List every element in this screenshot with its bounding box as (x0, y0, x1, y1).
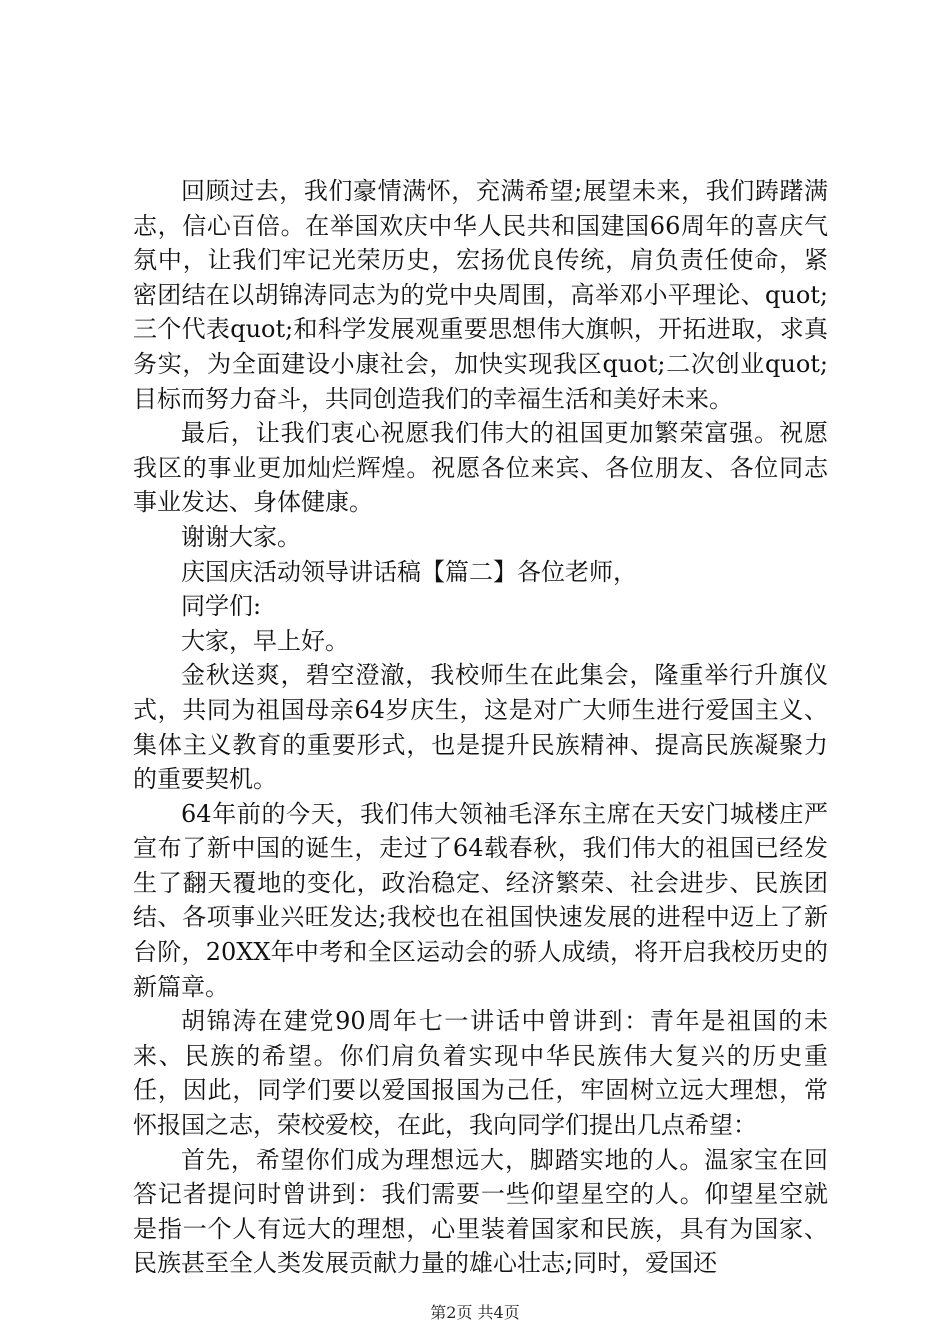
paragraph: 回顾过去，我们豪情满怀，充满希望;展望未来，我们踌躇满志，信心百倍。在举国欢庆中华人民共和国建国66周年的喜庆气氛中，让我们牢记光荣历史，宏扬优良传统，肩负责任使命，紧密团结在以胡锦涛同志为的党中央周围，高举邓小平理论、quot;三个代表quot;和科学发展观重要思想伟大旗帜，开拓进取，求真务实，为全面建设小康社会，加快实现我区quot;二次创业quot;目标而努力奋斗，共同创造我们的幸福生活和美好未来。 (133, 177, 828, 413)
paragraph: 谢谢大家。 (181, 522, 301, 551)
page-number-footer: 第2页 共4页 (430, 1303, 520, 1322)
paragraph: 64年前的今天，我们伟大领袖毛泽东主席在天安门城楼庄严宣布了新中国的诞生，走过了64载春秋，我们伟大的祖国已经发生了翻天覆地的变化，政治稳定、经济繁荣、社会进步、民族团结、各项事业兴旺发达;我校也在祖国快速发展的进程中迈上了新台阶，20XX年中考和全区运动会的骄人成绩，将开启我校历史的新篇章。 (133, 799, 828, 1001)
document-body (133, 174, 828, 1281)
paragraph: 大家，早上好。 (181, 626, 349, 655)
paragraph: 同学们: (181, 592, 262, 621)
paragraph: 最后，让我们衷心祝愿我们伟大的祖国更加繁荣富强。祝愿我区的事业更加灿烂辉煌。祝愿各位来宾、各位朋友、各位同志事业发达、身体健康。 (133, 419, 828, 517)
paragraph: 首先，希望你们成为理想远大，脚踏实地的人。温家宝在回答记者提问时曾讲到：我们需要一些仰望星空的人。仰望星空就是指一个人有远大的理想，心里装着国家和民族，具有为国家、民族甚至全人类发展贡献力量的雄心壮志;同时，爱国还 (133, 1145, 828, 1278)
paragraph: 庆国庆活动领导讲话稿【篇二】各位老师， (181, 557, 637, 586)
paragraph: 胡锦涛在建党90周年七一讲话中曾讲到：青年是祖国的未来、民族的希望。你们肩负着实现中华民族伟大复兴的历史重任，因此，同学们要以爱国报国为己任，牢固树立远大理想，常怀报国之志，荣校爱校，在此，我向同学们提出几点希望： (133, 1007, 828, 1140)
paragraph: 金秋送爽，碧空澄澈，我校师生在此集会，隆重举行升旗仪式，共同为祖国母亲64岁庆生，这是对广大师生进行爱国主义、集体主义教育的重要形式，也是提升民族精神、提高民族凝聚力的重要契机。 (133, 661, 828, 794)
